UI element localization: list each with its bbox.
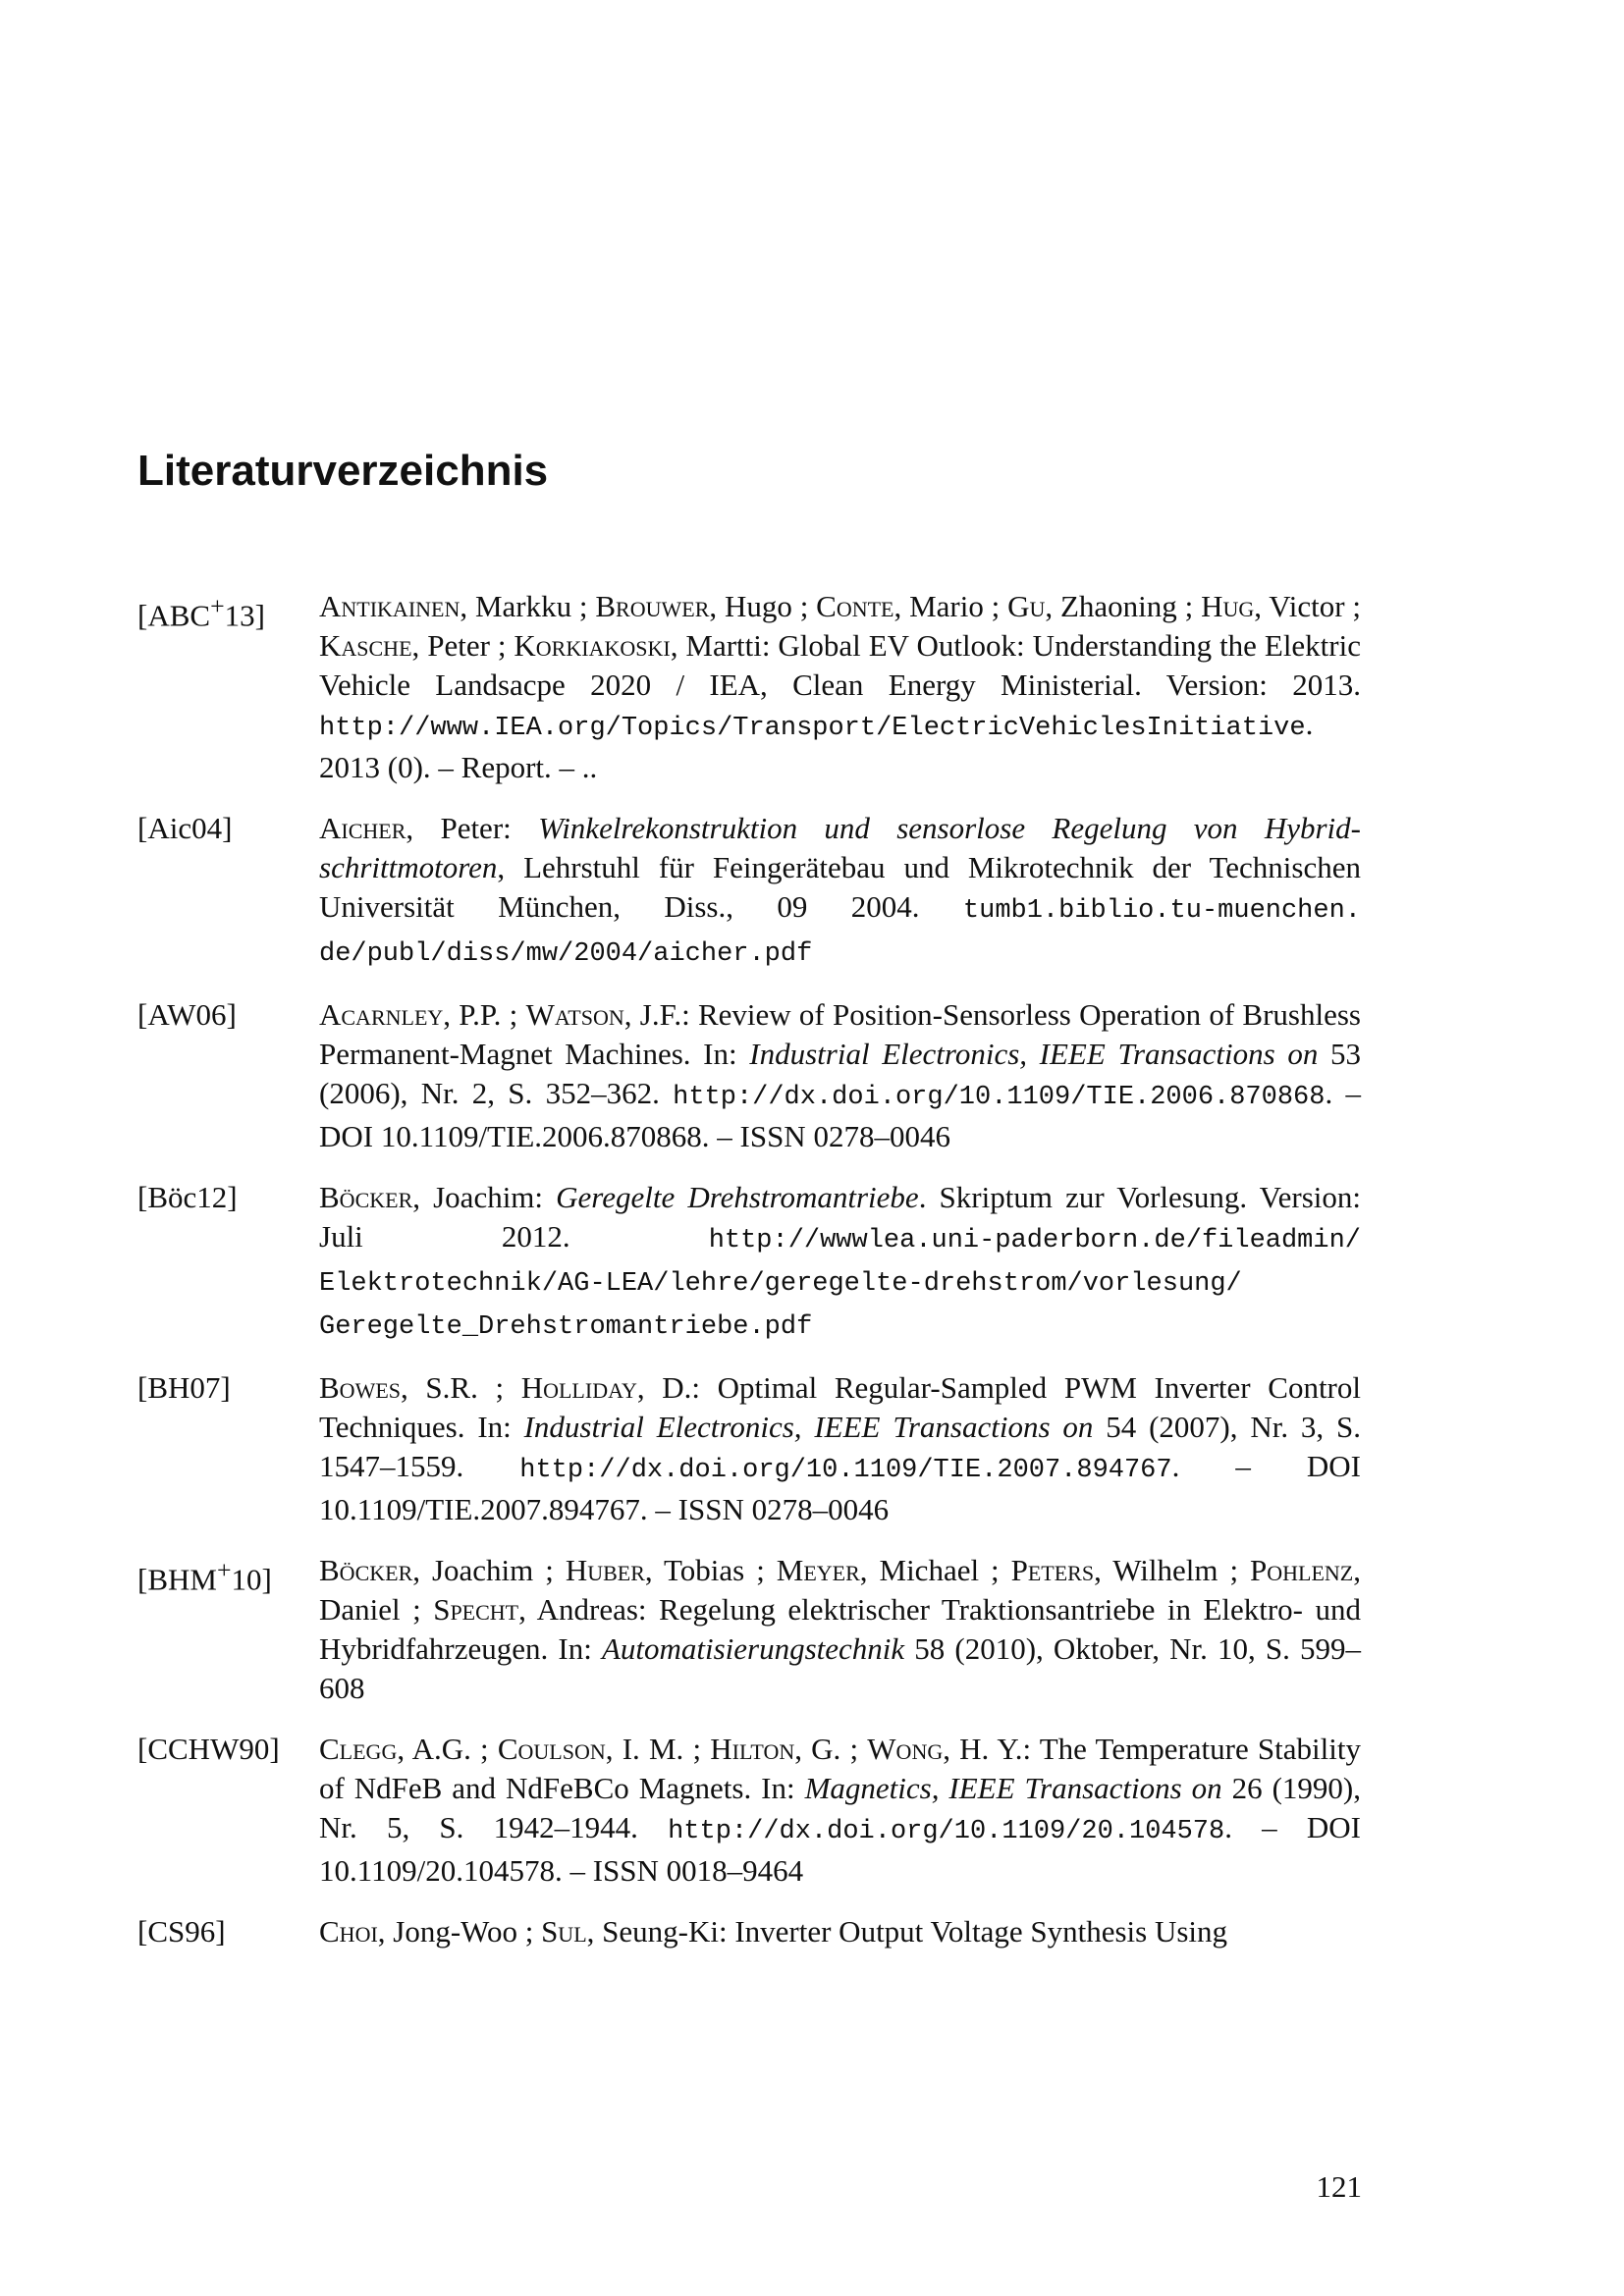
- page-number: 121: [1316, 2169, 1362, 2204]
- entry-text: 26 (1990), Nr. 5, S. 1942–1944.: [319, 1771, 1361, 1844]
- author-first: , Joachim ;: [412, 1553, 566, 1587]
- author-first: , Michael ;: [859, 1553, 1011, 1587]
- citation-key: [AW06]: [137, 997, 237, 1032]
- author-last: Sul: [541, 1914, 587, 1949]
- author-first: , Peter:: [406, 811, 539, 845]
- entry-tail: . – DOI 10.1109/TIE.2006.870868. – ISSN 0278–​0046: [319, 1076, 1362, 1153]
- author-first: , P.P. ;: [443, 997, 526, 1032]
- entry-url[interactable]: tumb1.biblio.tu-muenchen.​de/publ/diss/mw/2004/aicher.pdf: [319, 896, 1361, 969]
- author-last: Wong: [867, 1732, 944, 1766]
- author-first: , H. Y.:: [943, 1732, 1040, 1766]
- author-first: , S.R. ;: [401, 1370, 521, 1405]
- citation-key: [Böc12]: [137, 1180, 238, 1214]
- author-first: , Wilhelm ;: [1094, 1553, 1251, 1587]
- author-last: Choi: [319, 1914, 378, 1949]
- author-last: Holliday: [520, 1370, 637, 1405]
- bib-entry: [137, 587, 1361, 787]
- author-first: , Mario ;: [893, 589, 1008, 623]
- author-first: , Hugo ;: [709, 589, 817, 623]
- entry-url[interactable]: http://wwwlea.uni-paderborn.de/fileadmin/​Elektrotechnik/AG-LEA/lehre/geregelte-drehstrom/vorlesung/​Geregelte_Drehstromantriebe.pdf: [319, 1226, 1361, 1342]
- bib-entry: [137, 1551, 1361, 1708]
- author-first: , Zhaoning ;: [1045, 589, 1202, 623]
- citation-key: [BHM+10]: [137, 1556, 272, 1597]
- author-first: , Victor ;: [1254, 589, 1362, 623]
- entry-body: [319, 809, 1361, 974]
- entry-body: [319, 1551, 1361, 1708]
- author-last: Pohlenz: [1250, 1553, 1354, 1587]
- author-last: Korkiakoski: [514, 628, 671, 663]
- author-last: Hilton: [710, 1732, 795, 1766]
- citation-key: [BH07]: [137, 1370, 231, 1405]
- bib-entry: [137, 1178, 1361, 1347]
- author-first: , Martti:: [670, 628, 779, 663]
- author-first: , Daniel ;: [319, 1553, 1362, 1627]
- bib-entry: [137, 995, 1361, 1156]
- author-last: Böcker: [319, 1553, 413, 1587]
- bib-entry: [137, 1912, 1361, 1951]
- author-last: Gu: [1007, 589, 1046, 623]
- author-last: Hug: [1201, 589, 1255, 623]
- author-first: , Joachim:: [412, 1180, 557, 1214]
- author-first: , A.G. ;: [397, 1732, 498, 1766]
- entry-text: Inverter Output Voltage Synthesis Using: [734, 1914, 1228, 1949]
- bib-entry: [137, 809, 1361, 974]
- entry-tail: . 2013 (0). – Report. – ..: [319, 707, 1314, 784]
- entry-body: [319, 1730, 1361, 1891]
- author-last: Specht: [433, 1592, 519, 1627]
- entry-text: Review of Position-Sensorless Operation of Brushless Permanent-Magnet Machines. In:: [319, 997, 1361, 1071]
- author-first: , Jong-Woo ;: [377, 1914, 542, 1949]
- bibliography: [137, 587, 1361, 1973]
- author-first: , Tobias ;: [644, 1553, 777, 1587]
- author-last: Böcker: [319, 1180, 413, 1214]
- entry-url[interactable]: http://dx.doi.org/10.1109/TIE.2007.​894767: [519, 1456, 1172, 1485]
- bib-entry: [137, 1730, 1361, 1891]
- citation-key: [ABC+13]: [137, 592, 265, 633]
- entry-body: [319, 587, 1361, 787]
- entry-text: , Lehrstuhl für Feingerätebau und Mikrotechnik der Technischen Universität München, Diss., 09 2004.: [319, 850, 1361, 924]
- author-last: Clegg: [319, 1732, 398, 1766]
- entry-text: The Temperature Stability of NdFeB and NdFeBCo Magnets. In:: [319, 1732, 1361, 1805]
- entry-body: [319, 1368, 1361, 1529]
- entry-title: Geregelte Drehstromantriebe: [556, 1180, 919, 1214]
- entry-url[interactable]: http://dx.doi.org/10.​1109/TIE.2006.870868: [673, 1083, 1326, 1112]
- citation-key: [CCHW90]: [137, 1732, 280, 1766]
- entry-tail: . – DOI 10.1109/20.104578. – ISSN 0018–9464: [319, 1810, 1361, 1888]
- author-last: Meyer: [776, 1553, 860, 1587]
- entry-text: 54 (2007), Nr. 3, S. 1547–1559.: [319, 1410, 1361, 1483]
- entry-text: . Skriptum zur Vorlesung. Version: Juli 2012.: [319, 1180, 1361, 1254]
- entry-tail: . – DOI 10.1109/TIE.2007.894767. – ISSN 0278–0046: [319, 1449, 1361, 1526]
- author-first: , Seung-Ki:: [586, 1914, 735, 1949]
- journal-title: Industrial Electronics, IEEE Transactions on: [523, 1410, 1094, 1444]
- author-last: Bowes: [319, 1370, 402, 1405]
- author-last: Brouwer: [595, 589, 710, 623]
- author-last: Antikainen: [319, 589, 460, 623]
- author-first: , G. ;: [794, 1732, 868, 1766]
- author-first: , Peter ;: [411, 628, 514, 663]
- author-last: Huber: [565, 1553, 645, 1587]
- entry-body: [319, 1178, 1361, 1347]
- citation-key: [Aic04]: [137, 811, 233, 845]
- entry-title: Winkelrekonstruktion und sensorlose Regelung von Hybridschrittmotoren: [319, 811, 1361, 884]
- author-last: Kasche: [319, 628, 412, 663]
- page-title: Literaturverzeichnis: [137, 447, 549, 495]
- entry-text: Regelung elektrischer Traktionsantriebe in Elektro- und Hybridfahrzeugen. In:: [319, 1592, 1361, 1666]
- entry-text: Optimal Regular-Sampled PWM Inverter Control Techniques. In:: [319, 1370, 1361, 1444]
- author-first: , D.:: [636, 1370, 718, 1405]
- author-first: , Markku ;: [460, 589, 596, 623]
- author-first: , Andreas:: [518, 1592, 660, 1627]
- author-first: , J.F.:: [623, 997, 698, 1032]
- entry-url[interactable]: http://www.IEA.org/Topics/Transport/​ElectricVehiclesInitiative: [319, 714, 1306, 743]
- entry-text: Global EV Outlook: Understanding the Elektric Vehicle Landsacpe 2020 / IEA, Clean Energy Ministerial. Version: 2013.: [319, 628, 1361, 702]
- entry-body: [319, 1912, 1361, 1951]
- entry-url[interactable]: http://dx.doi.org/10.​1109/20.104578: [668, 1817, 1225, 1846]
- journal-title: Automatisierungstechnik: [601, 1631, 905, 1666]
- author-last: Acarnley: [319, 997, 444, 1032]
- entry-body: [319, 995, 1361, 1156]
- author-last: Conte: [816, 589, 894, 623]
- author-first: , I. M. ;: [605, 1732, 711, 1766]
- author-last: Coulson: [497, 1732, 606, 1766]
- entry-text: 53 (2006), Nr. 2, S. 352–362.: [319, 1037, 1362, 1110]
- author-last: Watson: [525, 997, 624, 1032]
- journal-title: Industrial Electronics, IEEE Transactions on: [749, 1037, 1319, 1071]
- entry-text: 58 (2010), Oktober, Nr. 10, S. 599–608: [319, 1631, 1361, 1705]
- journal-title: Magnetics, IEEE Transactions on: [804, 1771, 1222, 1805]
- author-last: Aicher: [319, 811, 406, 845]
- citation-key: [CS96]: [137, 1914, 226, 1949]
- author-last: Peters: [1010, 1553, 1095, 1587]
- bib-entry: [137, 1368, 1361, 1529]
